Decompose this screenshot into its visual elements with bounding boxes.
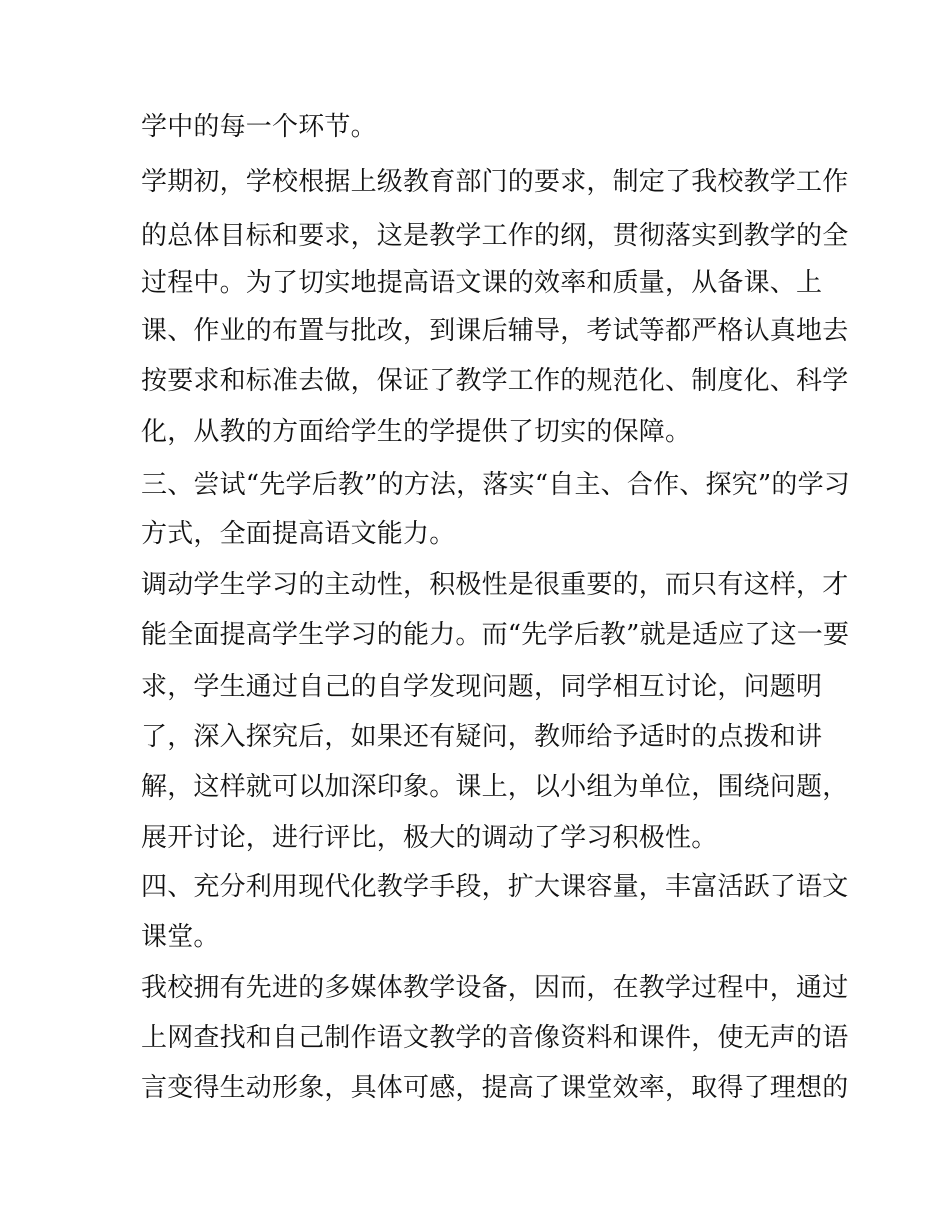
text-line: 课、作业的布置与批改，到课后辅导，考试等都严格认真地去: [141, 316, 849, 346]
text-line: 展开讨论，进行评比，极大的调动了学习积极性。: [141, 823, 718, 853]
text-line: 按要求和标准去做，保证了教学工作的规范化、制度化、科学: [141, 366, 849, 396]
text-line: 过程中。为了切实地提高语文课的效率和质量，从备课、上: [141, 268, 823, 298]
text-line: 的总体目标和要求，这是教学工作的纲，贯彻落实到教学的全: [141, 221, 849, 251]
section-heading: 四、充分利用现代化教学手段，扩大课容量，丰富活跃了语文: [141, 872, 849, 902]
text-line: 上网查找和自己制作语文教学的音像资料和课件，使无声的语: [141, 1023, 849, 1053]
text-line: 言变得生动形象，具体可感，提高了课堂效率，取得了理想的: [141, 1073, 849, 1103]
text-line: 我校拥有先进的多媒体教学设备，因而，在教学过程中，通过: [141, 973, 849, 1003]
section-heading: 课堂。: [141, 922, 220, 952]
text-line: 学中的每一个环节。: [141, 112, 377, 142]
text-line: 调动学生学习的主动性，积极性是很重要的，而只有这样，才: [141, 570, 849, 600]
text-line: 学期初，学校根据上级教育部门的要求，制定了我校教学工作: [141, 167, 849, 197]
section-heading: 三、尝试“先学后教”的方法，落实“自主、合作、探究”的学习: [141, 470, 850, 500]
text-line: 求，学生通过自己的自学发现问题，同学相互讨论，问题明: [141, 672, 823, 702]
text-line: 解，这样就可以加深印象。课上，以小组为单位，围绕问题，: [141, 772, 849, 802]
text-line: 化，从教的方面给学生的学提供了切实的保障。: [141, 417, 692, 447]
section-heading: 方式，全面提高语文能力。: [141, 519, 456, 549]
text-line: 了，深入探究后，如果还有疑问，教师给予适时的点拨和讲: [141, 722, 823, 752]
text-line: 能全面提高学生学习的能力。而“先学后教”就是适应了这一要: [141, 620, 850, 650]
